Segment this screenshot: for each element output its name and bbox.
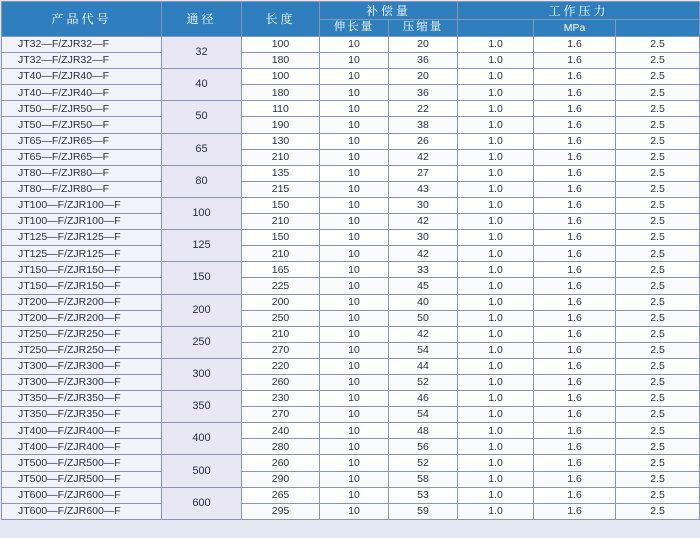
extension-cell: 10 [320,214,389,230]
diameter-cell: 400 [162,423,242,455]
pressure-1-cell: 1.0 [458,149,534,165]
pressure-3-cell: 2.5 [616,214,700,230]
product-code-cell: JT200—F/ZJR200—F [2,294,162,310]
compression-cell: 53 [389,487,458,503]
length-cell: 150 [242,230,320,246]
pressure-2-cell: 1.6 [534,455,616,471]
table-row [2,230,700,246]
compression-cell: 20 [389,37,458,53]
pressure-3-cell: 2.5 [616,326,700,342]
product-code-cell: JT300—F/ZJR300—F [2,358,162,374]
table-row [2,391,700,407]
table-row [2,101,700,117]
length-cell: 210 [242,149,320,165]
header-compensation: 补偿量 [320,2,458,20]
pressure-1-cell: 1.0 [458,117,534,133]
pressure-3-cell: 2.5 [616,117,700,133]
product-code-cell: JT500—F/ZJR500—F [2,455,162,471]
extension-cell: 10 [320,246,389,262]
compression-cell: 42 [389,214,458,230]
pressure-2-cell: 1.6 [534,53,616,69]
product-code-cell: JT250—F/ZJR250—F [2,326,162,342]
compression-cell: 46 [389,391,458,407]
pressure-1-cell: 1.0 [458,503,534,519]
table-row [2,358,700,374]
extension-cell: 10 [320,197,389,213]
pressure-3-cell: 2.5 [616,310,700,326]
pressure-3-cell: 2.5 [616,391,700,407]
pressure-3-cell: 2.5 [616,439,700,455]
extension-cell: 10 [320,439,389,455]
extension-cell: 10 [320,374,389,390]
length-cell: 210 [242,214,320,230]
pressure-3-cell: 2.5 [616,85,700,101]
pressure-3-cell: 2.5 [616,374,700,390]
pressure-1-cell: 1.0 [458,165,534,181]
pressure-2-cell: 1.6 [534,278,616,294]
table-row [2,246,700,262]
pressure-2-cell: 1.6 [534,487,616,503]
compression-cell: 22 [389,101,458,117]
product-code-cell: JT32—F/ZJR32—F [2,37,162,53]
pressure-1-cell: 1.0 [458,407,534,423]
length-cell: 270 [242,342,320,358]
pressure-2-cell: 1.6 [534,326,616,342]
table-row [2,262,700,278]
length-cell: 100 [242,37,320,53]
pressure-3-cell: 2.5 [616,197,700,213]
extension-cell: 10 [320,423,389,439]
pressure-1-cell: 1.0 [458,37,534,53]
pressure-3-cell: 2.5 [616,37,700,53]
pressure-1-cell: 1.0 [458,423,534,439]
extension-cell: 10 [320,85,389,101]
compression-cell: 42 [389,326,458,342]
compression-cell: 42 [389,246,458,262]
pressure-3-cell: 2.5 [616,230,700,246]
diameter-cell: 40 [162,69,242,101]
table-row [2,69,700,85]
extension-cell: 10 [320,181,389,197]
pressure-1-cell: 1.0 [458,69,534,85]
header-length: 长度 [242,2,320,37]
pressure-2-cell: 1.6 [534,85,616,101]
pressure-2-cell: 1.6 [534,471,616,487]
compression-cell: 36 [389,85,458,101]
extension-cell: 10 [320,503,389,519]
compression-cell: 52 [389,374,458,390]
product-code-cell: JT250—F/ZJR250—F [2,342,162,358]
length-cell: 180 [242,53,320,69]
table-row [2,53,700,69]
extension-cell: 10 [320,310,389,326]
pressure-3-cell: 2.5 [616,165,700,181]
length-cell: 280 [242,439,320,455]
diameter-cell: 150 [162,262,242,294]
pressure-2-cell: 1.6 [534,117,616,133]
product-code-cell: JT200—F/ZJR200—F [2,310,162,326]
product-code-cell: JT350—F/ZJR350—F [2,407,162,423]
header-product-code: 产品代号 [2,2,162,37]
length-cell: 260 [242,455,320,471]
pressure-1-cell: 1.0 [458,342,534,358]
extension-cell: 10 [320,326,389,342]
extension-cell: 10 [320,37,389,53]
length-cell: 230 [242,391,320,407]
product-code-cell: JT150—F/ZJR150—F [2,262,162,278]
header-compression: 压缩量 [389,20,458,37]
pressure-1-cell: 1.0 [458,471,534,487]
pressure-3-cell: 2.5 [616,262,700,278]
product-code-cell: JT50—F/ZJR50—F [2,117,162,133]
header-diameter: 通径 [162,2,242,37]
compression-cell: 43 [389,181,458,197]
pressure-2-cell: 1.6 [534,262,616,278]
table-row [2,487,700,503]
length-cell: 190 [242,117,320,133]
pressure-1-cell: 1.0 [458,487,534,503]
compression-cell: 59 [389,503,458,519]
pressure-3-cell: 2.5 [616,53,700,69]
product-code-cell: JT400—F/ZJR400—F [2,439,162,455]
product-code-cell: JT125—F/ZJR125—F [2,246,162,262]
pressure-1-cell: 1.0 [458,197,534,213]
pressure-1-cell: 1.0 [458,246,534,262]
pressure-3-cell: 2.5 [616,133,700,149]
length-cell: 225 [242,278,320,294]
product-code-cell: JT32—F/ZJR32—F [2,53,162,69]
table-row [2,117,700,133]
compression-cell: 54 [389,407,458,423]
length-cell: 295 [242,503,320,519]
pressure-3-cell: 2.5 [616,294,700,310]
extension-cell: 10 [320,487,389,503]
pressure-3-cell: 2.5 [616,358,700,374]
pressure-2-cell: 1.6 [534,503,616,519]
diameter-cell: 250 [162,326,242,358]
pressure-3-cell: 2.5 [616,149,700,165]
compression-cell: 30 [389,197,458,213]
compression-cell: 30 [389,230,458,246]
pressure-2-cell: 1.6 [534,358,616,374]
pressure-1-cell: 1.0 [458,358,534,374]
header-pressure-unit: MPa [534,20,616,37]
product-code-cell: JT400—F/ZJR400—F [2,423,162,439]
pressure-2-cell: 1.6 [534,342,616,358]
compression-cell: 54 [389,342,458,358]
diameter-cell: 80 [162,165,242,197]
pressure-2-cell: 1.6 [534,214,616,230]
header-pressure-blank-left [458,20,534,37]
diameter-cell: 500 [162,455,242,487]
compression-cell: 58 [389,471,458,487]
product-code-cell: JT50—F/ZJR50—F [2,101,162,117]
product-code-cell: JT600—F/ZJR600—F [2,503,162,519]
header-working-pressure: 工作压力 [458,2,700,20]
length-cell: 135 [242,165,320,181]
pressure-2-cell: 1.6 [534,439,616,455]
diameter-cell: 32 [162,37,242,69]
pressure-2-cell: 1.6 [534,407,616,423]
diameter-cell: 125 [162,230,242,262]
length-cell: 110 [242,101,320,117]
table-row [2,165,700,181]
pressure-3-cell: 2.5 [616,503,700,519]
extension-cell: 10 [320,262,389,278]
pressure-2-cell: 1.6 [534,101,616,117]
length-cell: 130 [242,133,320,149]
table-row [2,503,700,519]
length-cell: 180 [242,85,320,101]
length-cell: 220 [242,358,320,374]
length-cell: 270 [242,407,320,423]
pressure-1-cell: 1.0 [458,101,534,117]
product-code-cell: JT350—F/ZJR350—F [2,391,162,407]
pressure-2-cell: 1.6 [534,294,616,310]
table-row [2,197,700,213]
table-row [2,326,700,342]
pressure-2-cell: 1.6 [534,423,616,439]
table-row [2,214,700,230]
product-code-cell: JT500—F/ZJR500—F [2,471,162,487]
compression-cell: 40 [389,294,458,310]
product-code-cell: JT150—F/ZJR150—F [2,278,162,294]
pressure-2-cell: 1.6 [534,69,616,85]
pressure-2-cell: 1.6 [534,230,616,246]
table-row [2,149,700,165]
pressure-1-cell: 1.0 [458,262,534,278]
diameter-cell: 350 [162,391,242,423]
extension-cell: 10 [320,391,389,407]
extension-cell: 10 [320,53,389,69]
extension-cell: 10 [320,455,389,471]
pressure-2-cell: 1.6 [534,149,616,165]
pressure-1-cell: 1.0 [458,374,534,390]
compression-cell: 33 [389,262,458,278]
table-row [2,181,700,197]
extension-cell: 10 [320,117,389,133]
pressure-3-cell: 2.5 [616,246,700,262]
pressure-1-cell: 1.0 [458,455,534,471]
product-code-cell: JT40—F/ZJR40—F [2,85,162,101]
length-cell: 200 [242,294,320,310]
table-row [2,455,700,471]
pressure-2-cell: 1.6 [534,374,616,390]
pressure-1-cell: 1.0 [458,391,534,407]
pressure-2-cell: 1.6 [534,391,616,407]
compression-cell: 56 [389,439,458,455]
compression-cell: 26 [389,133,458,149]
product-code-cell: JT100—F/ZJR100—F [2,197,162,213]
extension-cell: 10 [320,407,389,423]
length-cell: 210 [242,246,320,262]
pressure-2-cell: 1.6 [534,246,616,262]
extension-cell: 10 [320,101,389,117]
diameter-cell: 200 [162,294,242,326]
extension-cell: 10 [320,165,389,181]
pressure-1-cell: 1.0 [458,439,534,455]
table-row [2,37,700,53]
table-row [2,85,700,101]
pressure-1-cell: 1.0 [458,181,534,197]
diameter-cell: 65 [162,133,242,165]
table-row [2,278,700,294]
pressure-1-cell: 1.0 [458,326,534,342]
pressure-1-cell: 1.0 [458,310,534,326]
spec-table-body [2,37,700,520]
product-code-cell: JT100—F/ZJR100—F [2,214,162,230]
pressure-3-cell: 2.5 [616,471,700,487]
pressure-1-cell: 1.0 [458,214,534,230]
extension-cell: 10 [320,149,389,165]
product-code-cell: JT80—F/ZJR80—F [2,165,162,181]
product-code-cell: JT80—F/ZJR80—F [2,181,162,197]
compression-cell: 20 [389,69,458,85]
extension-cell: 10 [320,294,389,310]
length-cell: 100 [242,69,320,85]
product-code-cell: JT600—F/ZJR600—F [2,487,162,503]
pressure-3-cell: 2.5 [616,101,700,117]
pressure-3-cell: 2.5 [616,342,700,358]
compression-cell: 27 [389,165,458,181]
table-row [2,374,700,390]
table-row [2,310,700,326]
pressure-1-cell: 1.0 [458,278,534,294]
pressure-2-cell: 1.6 [534,165,616,181]
diameter-cell: 600 [162,487,242,519]
extension-cell: 10 [320,69,389,85]
pressure-3-cell: 2.5 [616,278,700,294]
extension-cell: 10 [320,133,389,149]
compression-cell: 52 [389,455,458,471]
pressure-1-cell: 1.0 [458,85,534,101]
length-cell: 240 [242,423,320,439]
compression-cell: 45 [389,278,458,294]
extension-cell: 10 [320,278,389,294]
product-code-cell: JT65—F/ZJR65—F [2,133,162,149]
compression-cell: 36 [389,53,458,69]
diameter-cell: 100 [162,197,242,229]
pressure-1-cell: 1.0 [458,294,534,310]
compression-cell: 50 [389,310,458,326]
length-cell: 215 [242,181,320,197]
table-row [2,471,700,487]
pressure-1-cell: 1.0 [458,230,534,246]
pressure-3-cell: 2.5 [616,407,700,423]
length-cell: 265 [242,487,320,503]
table-row [2,407,700,423]
product-code-cell: JT65—F/ZJR65—F [2,149,162,165]
product-code-cell: JT40—F/ZJR40—F [2,69,162,85]
length-cell: 165 [242,262,320,278]
header-row-top [2,2,700,20]
header-extension: 伸长量 [320,20,389,37]
length-cell: 260 [242,374,320,390]
pressure-2-cell: 1.6 [534,197,616,213]
extension-cell: 10 [320,230,389,246]
compression-cell: 44 [389,358,458,374]
pressure-2-cell: 1.6 [534,181,616,197]
product-code-cell: JT125—F/ZJR125—F [2,230,162,246]
header-pressure-blank-right [616,20,700,37]
diameter-cell: 300 [162,358,242,390]
extension-cell: 10 [320,471,389,487]
length-cell: 150 [242,197,320,213]
extension-cell: 10 [320,358,389,374]
compression-cell: 42 [389,149,458,165]
pressure-3-cell: 2.5 [616,487,700,503]
pressure-3-cell: 2.5 [616,181,700,197]
pressure-2-cell: 1.6 [534,310,616,326]
pressure-1-cell: 1.0 [458,53,534,69]
pressure-3-cell: 2.5 [616,69,700,85]
diameter-cell: 50 [162,101,242,133]
length-cell: 250 [242,310,320,326]
pressure-3-cell: 2.5 [616,455,700,471]
compression-cell: 38 [389,117,458,133]
compression-cell: 48 [389,423,458,439]
pressure-2-cell: 1.6 [534,37,616,53]
spec-table [1,1,700,520]
length-cell: 210 [242,326,320,342]
pressure-3-cell: 2.5 [616,423,700,439]
table-row [2,294,700,310]
product-code-cell: JT300—F/ZJR300—F [2,374,162,390]
table-row [2,423,700,439]
table-row [2,439,700,455]
table-row [2,133,700,149]
length-cell: 290 [242,471,320,487]
pressure-2-cell: 1.6 [534,133,616,149]
pressure-1-cell: 1.0 [458,133,534,149]
extension-cell: 10 [320,342,389,358]
table-row [2,342,700,358]
